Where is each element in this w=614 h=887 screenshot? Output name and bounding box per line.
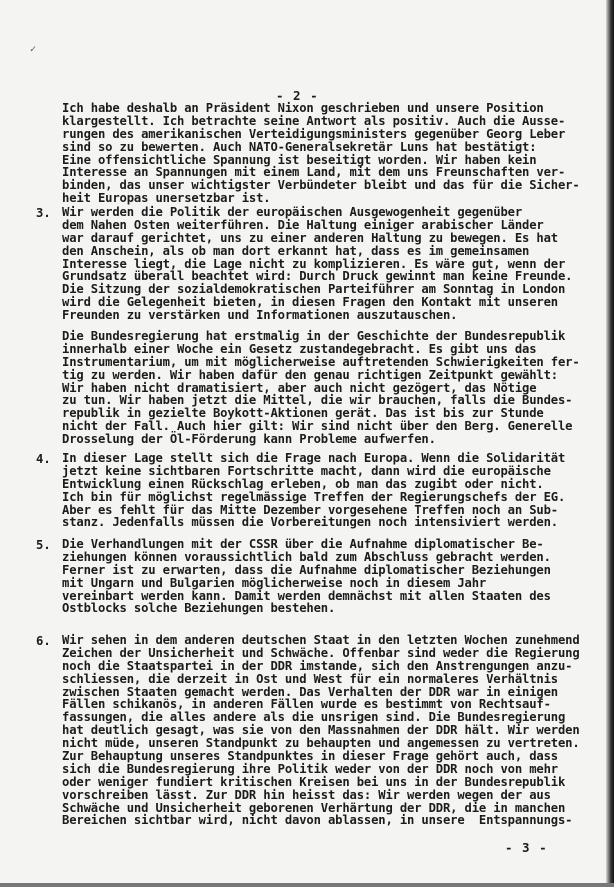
page-edge-shadow: [606, 0, 614, 887]
page-bottom-edge: [0, 883, 614, 887]
text-line: rungen des amerikanischen Verteidigungsministers gegenüber Georg Leber: [62, 126, 566, 141]
text-line: Ich bin für möglichst regelmässige Treffen der Regierungschefs der EG.: [62, 489, 566, 504]
paragraph-6: [36, 633, 580, 828]
page-number: - 2 -: [276, 88, 319, 103]
paragraph-number: 4.: [36, 452, 51, 466]
text-line: jetzt keine sichtbaren Fortschritte macht, dann wird die europäische: [62, 463, 551, 478]
text-line: sich die Bundesregierung ihre Politik weder von der DDR noch von mehr: [62, 761, 558, 776]
paragraph-number: 6.: [36, 634, 51, 648]
paragraph-4: [36, 451, 566, 530]
text-line: Die Verhandlungen mit der CSSR über die Aufnahme diplomatischer Be-: [62, 537, 544, 551]
text-line: oder weniger fundiert kritischen Kreisen bei uns in der Bundesrepublik: [62, 774, 566, 789]
text-line: Wir sehen in dem anderen deutschen Staat in den letzten Wochen zunehmend: [62, 633, 580, 647]
text-line: fassungen, die alles andere als die unsrigen sind. Die Bundesregierung: [62, 710, 566, 725]
text-line: innerhalb einer Woche ein Gesetz zustandegebracht. Es gibt uns das: [62, 341, 537, 356]
text-line: heit Europas unersetzbar ist.: [62, 191, 271, 206]
text-line: hat deutlich gesagt, was sie von den Massnahmen der DDR hält. Wir werden: [62, 723, 580, 738]
text-line: Fällen schikanös, in anderen Fällen wurde es bestimmt von Rechtsauf-: [62, 697, 551, 712]
text-line: Instrumentarium, um mit möglicherweise auftretenden Schwierigkeiten fer-: [62, 354, 580, 369]
text-line: Eine offensichtliche Spannung ist beseitigt worden. Wir haben kein: [62, 152, 537, 167]
text-line: Entwicklung einen Rückschlag erleben, ob man das zugibt oder nicht.: [62, 476, 544, 491]
text-line: Interesse liegt, die Lage nicht zu komplizieren. Es wäre gut, wenn der: [62, 256, 566, 271]
text-line: Schwäche und Unsicherheit geborenen Verhärtung der DDR, die in manchen: [62, 800, 566, 815]
text-line: schliessen, die derzeit in Ost und West für ein normaleres Verhältnis: [62, 671, 558, 686]
text-line: mit Ungarn und Bulgarien möglicherweise noch in diesem Jahr: [62, 575, 487, 590]
text-line: dem Nahen Osten weiterführen. Die Haltung einiger arabischer Länder: [62, 217, 544, 232]
text-line: Die Sitzung der sozialdemokratischen Parteiführer am Sonntag in London: [62, 282, 566, 297]
text-line: Zeichen der Unsicherheit und Schwäche. Offenbar sind weder die Regierung: [62, 645, 580, 660]
text-line: Wir werden die Politik der europäischen Ausgewogenheit gegenüber: [62, 205, 522, 219]
text-line: Interesse an Spannungen mit einem Land, mit dem uns Freunschaften ver-: [62, 165, 566, 180]
text-line: Bereichen sichtbar wird, nicht davon ablassen, in unsere Entspannungs-: [62, 813, 573, 828]
text-line: vorschreiben lässt. Zur DDR hin heisst das: Wir werden wegen der aus: [62, 787, 551, 802]
text-line: Ich habe deshalb an Präsident Nixon geschrieben und unsere Position: [62, 101, 544, 115]
paragraph-bundesregierung: [62, 330, 580, 446]
text-line: nicht müde, unseren Standpunkt zu behaupten und angemessen zu vertreten.: [62, 736, 580, 751]
paragraph-3: [36, 205, 573, 323]
text-line: Ferner ist zu erwarten, dass die Aufnahme diplomatischer Beziehungen: [62, 562, 551, 577]
text-line: ziehungen können voraussichtlich bald zum Abschluss gebracht werden.: [62, 549, 551, 564]
text-line: den Anschein, als ob man dort erkannt hat, dass es im gemeinsamen: [62, 243, 530, 258]
paragraph-number: 5.: [36, 538, 51, 552]
next-page-indicator: - 3 -: [505, 840, 548, 855]
text-line: Zur Behauptung unseres Standpunktes in dieser Frage gehört auch, dass: [62, 749, 558, 764]
text-line: Wir haben nicht dramatisiert, aber auch nicht gezögert, das Nötige: [62, 380, 537, 395]
text-line: war darauf gerichtet, uns zu einer anderen Haltung zu bewegen. Es hat: [62, 230, 558, 245]
text-line: In dieser Lage stellt sich die Frage nach Europa. Wenn die Solidarität: [62, 451, 566, 465]
text-line: nicht der Fall. Auch hier gilt: Wir sind nicht über den Berg. Generelle: [62, 419, 573, 434]
text-line: noch die Staatspartei in der DDR imstande, sich den Anstrengungen anzu-: [62, 658, 573, 673]
corner-check-mark: ✓: [30, 44, 37, 55]
text-line: sind so zu bewerten. Auch NATO-Generalsekretär Luns hat bestätigt:: [62, 139, 537, 154]
text-line: Drosselung der Öl-Förderung kann Probleme aufwerfen.: [62, 432, 436, 447]
text-line: Die Bundesregierung hat erstmalig in der Geschichte der Bundesrepublik: [62, 329, 566, 343]
text-line: klargestellt. Ich betrachte seine Antwort als positiv. Auch die Ausse-: [62, 113, 566, 128]
text-line: vereinbart werden kann. Damit werden demnächst mit allen Staaten des: [62, 588, 551, 603]
text-line: stanz. Jedenfalls müssen die Vorbereitungen noch intensiviert werden.: [62, 515, 558, 530]
text-line: Freunden zu verstärken und Informationen auszutauschen.: [62, 308, 458, 323]
text-line: tig zu werden. Wir haben dafür den genau richtigen Zeitpunkt gewählt:: [62, 367, 558, 382]
paragraph-5: [36, 537, 551, 616]
text-line: republik in gezielte Boykott-Aktionen gerät. Das ist bis zur Stunde: [62, 406, 544, 421]
text-line: Ostblocks solche Beziehungen bestehen.: [62, 601, 336, 616]
text-line: zwischen Staaten gemacht werden. Das Verhalten der DDR war in einigen: [62, 684, 558, 699]
text-line: zu tun. Wir haben jetzt die Mittel, die wir brauchen, falls die Bundes-: [62, 393, 573, 408]
text-line: binden, das unser wichtigster Verbündeter bleibt und das für die Sicher-: [62, 178, 580, 193]
text-line: Aber es fehlt für das Mitte Dezember vorgesehene Treffen noch an Sub-: [62, 502, 558, 517]
text-line: wird die Gelegenheit bieten, in diesen Fragen den Kontakt mit unseren: [62, 295, 558, 310]
text-line: Grundsatz überall beachtet wird: Durch Druck gewinnt man keine Freunde.: [62, 269, 573, 284]
paragraph-number: 3.: [36, 206, 51, 220]
paragraph-continuation: [62, 102, 580, 205]
